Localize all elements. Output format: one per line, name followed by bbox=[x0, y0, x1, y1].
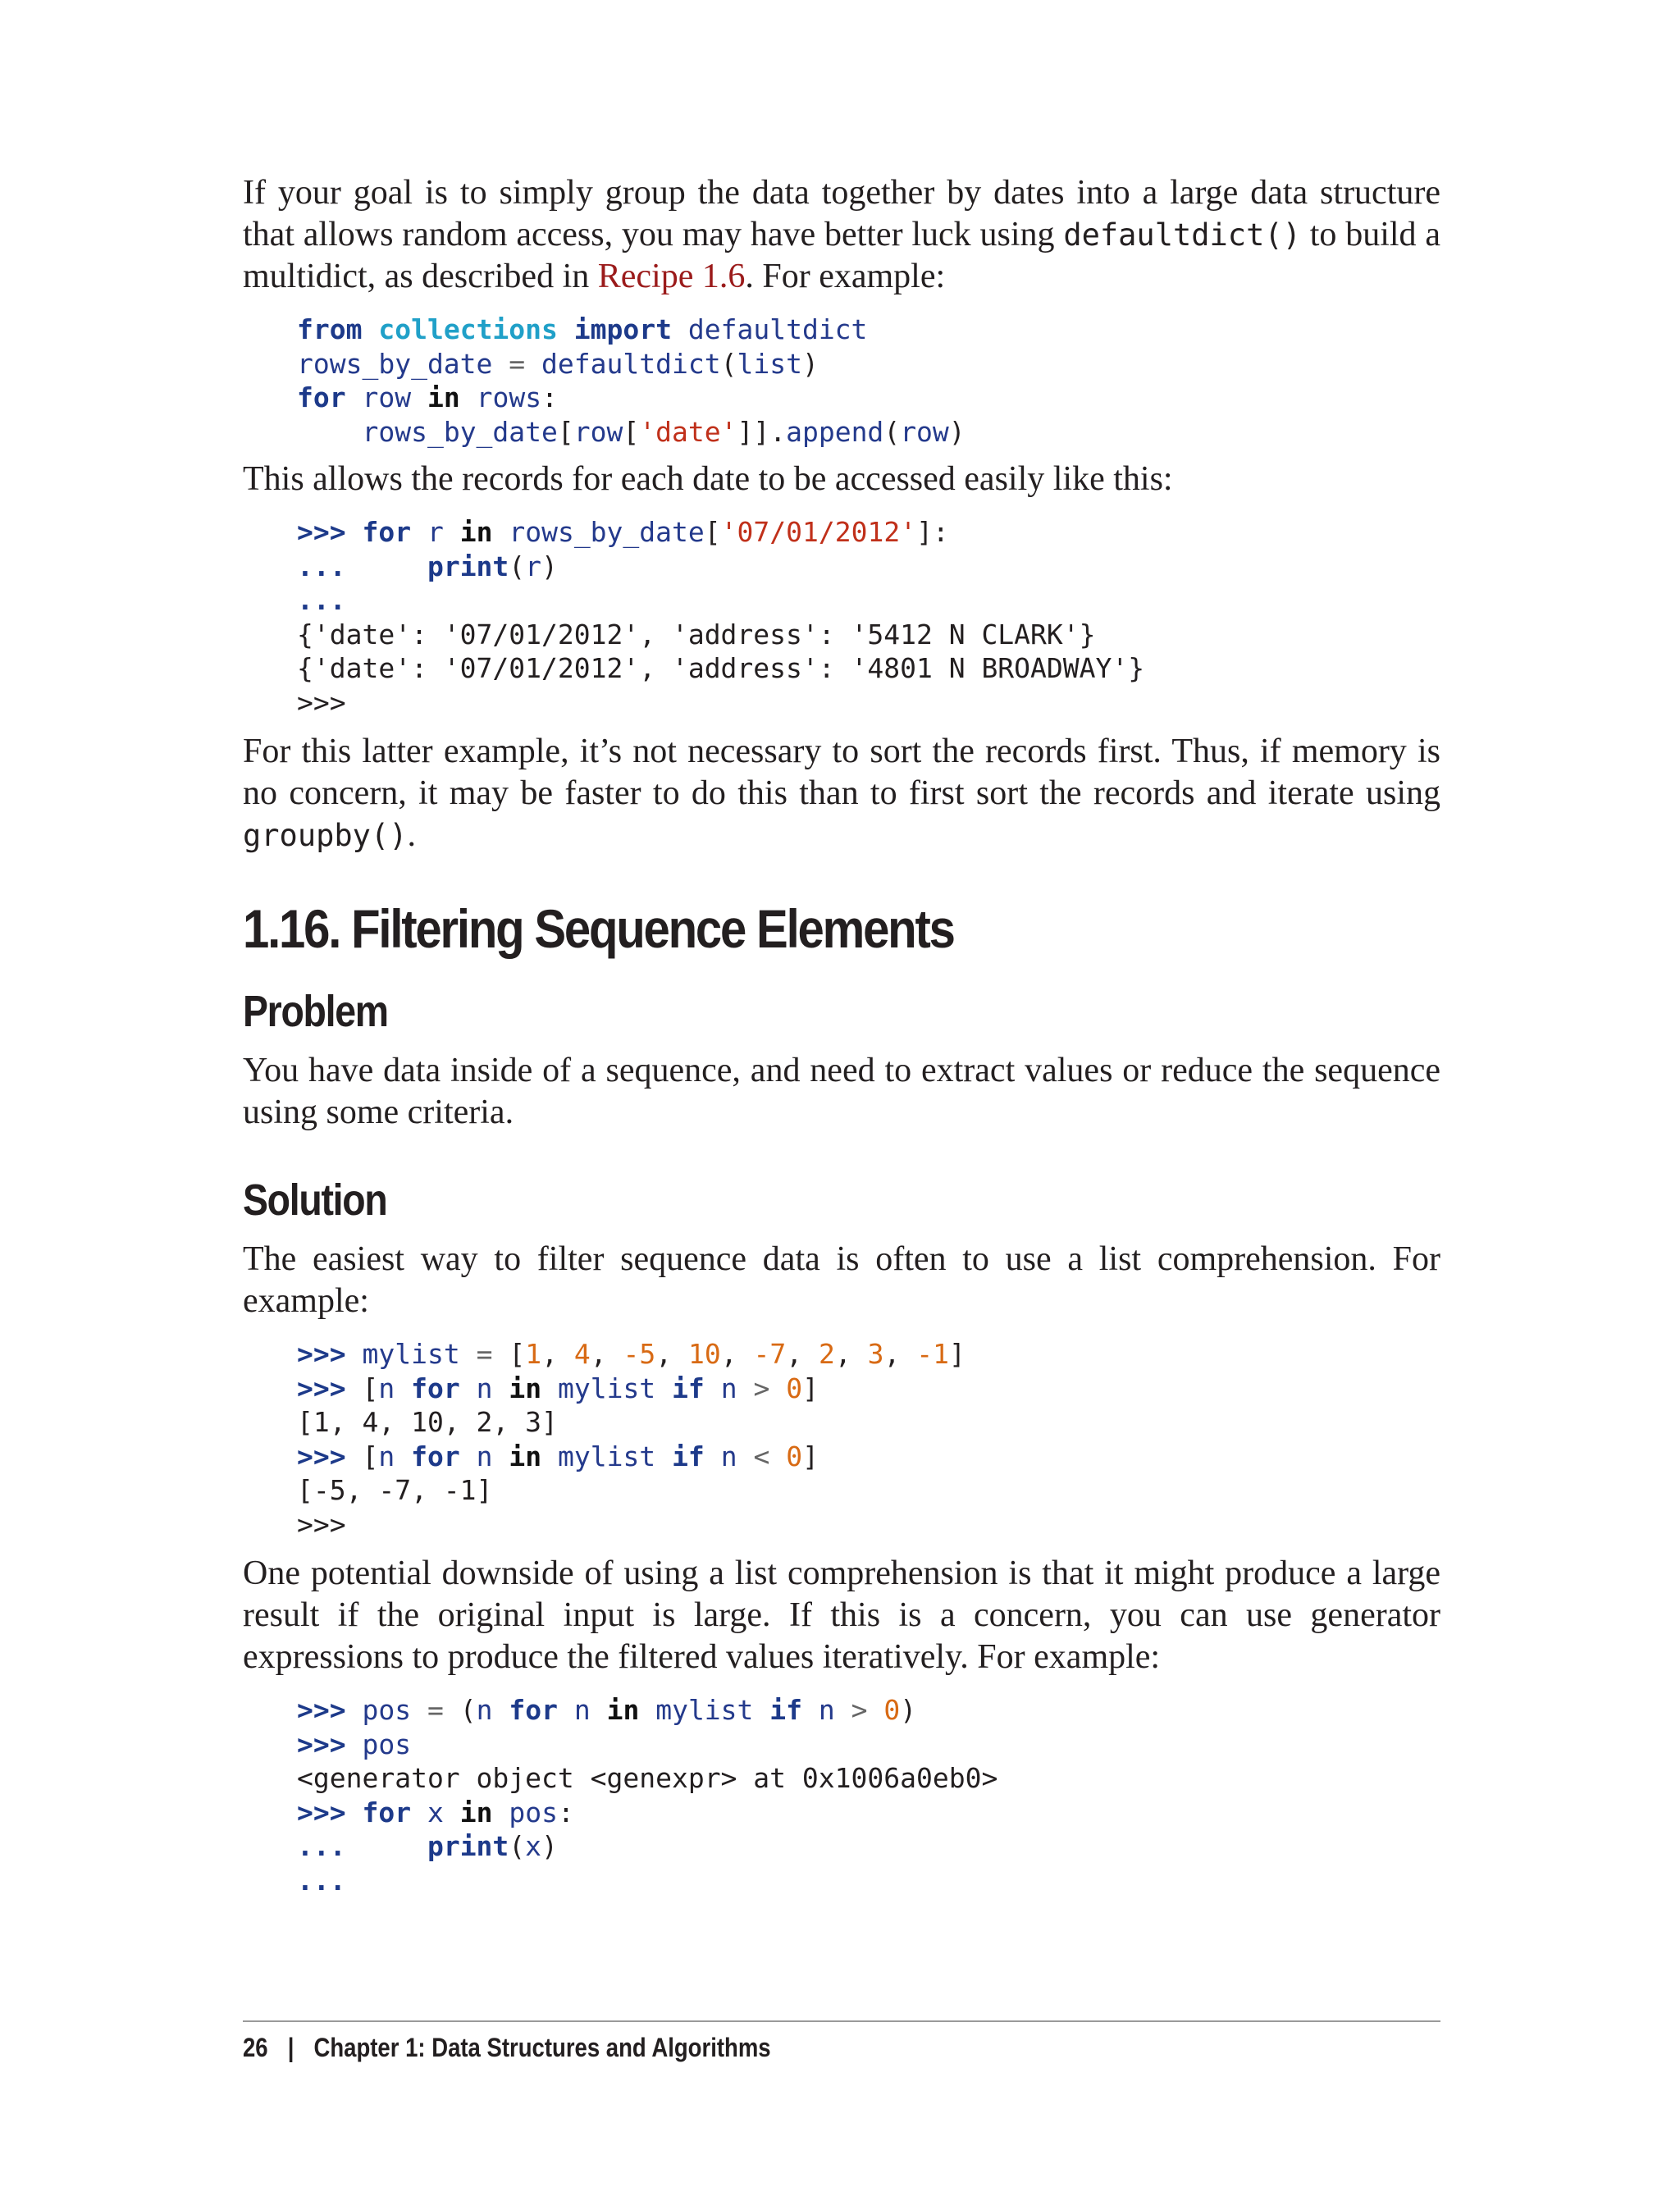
paragraph-defaultdict-intro: If your goal is to simply group the data together by dates into a large data structure that allows random access, you may have better luck using defaultdict() to build a multidict, as described in Recipe 1.6. For example: bbox=[243, 174, 1441, 295]
page-footer bbox=[243, 2033, 771, 2063]
chapter-title: Chapter 1: Data Structures and Algorithms bbox=[313, 2033, 771, 2062]
page-content bbox=[243, 172, 1440, 1897]
paragraph-latter-example: For this latter example, it’s not necessary to sort the records first. Thus, if memory is no concern, it may be faster to do this than to first sort the records and iterate using groupby(). bbox=[243, 733, 1440, 854]
output-positive: [1, 4, 10, 2, 3] bbox=[297, 1406, 558, 1438]
paragraph-solution: The easiest way to filter sequence data is often to use a list comprehension. For example: bbox=[243, 1240, 1440, 1320]
output-generator-object: <generator object <genexpr> at 0x1006a0eb0> bbox=[297, 1762, 998, 1794]
code-block-access: >>> for r in rows_by_date['07/01/2012']: ... print(r) ... {'date': '07/01/2012', 'address': '5412 N CLARK'} {'date': '07/01/2012', 'address': '4801 N BROADWAY'} >>> bbox=[297, 516, 1145, 719]
inline-code-groupby: groupby() bbox=[243, 818, 408, 853]
page-number: 26 bbox=[243, 2033, 268, 2062]
output-record-1: {'date': '07/01/2012', 'address': '5412 N CLARK'} bbox=[297, 618, 1096, 651]
code-block-generator: >>> pos = (n for n in mylist if n > 0) >>> pos <generator object <genexpr> at 0x1006a0eb0> >>> for x in pos: ... print(x) ... bbox=[297, 1694, 998, 1897]
paragraph-downside: One potential downside of using a list comprehension is that it might produce a large result if the original input is large. If this is a concern, you can use generator expressions to produce the filtered values iteratively. For example: bbox=[243, 1554, 1440, 1676]
section-title: 1.16. Filtering Sequence Elements bbox=[243, 898, 954, 959]
recipe-link[interactable]: Recipe 1.6 bbox=[597, 258, 746, 295]
heading-problem: Problem bbox=[243, 987, 388, 1036]
paragraph-problem: You have data inside of a sequence, and need to extract values or reduce the sequence using some criteria. bbox=[243, 1052, 1440, 1131]
code-block-list-comprehension: >>> mylist = [1, 4, -5, 10, -7, 2, 3, -1] >>> [n for n in mylist if n > 0] [1, 4, 10, 2, 3] >>> [n for n in mylist if n < 0] [-5, -7, -1] >>> bbox=[297, 1338, 966, 1541]
code-block-defaultdict: from collections import defaultdict rows_by_date = defaultdict(list) for row in rows: rows_by_date[row['date']].append(row) bbox=[297, 313, 966, 448]
output-record-2: {'date': '07/01/2012', 'address': '4801 N BROADWAY'} bbox=[297, 652, 1145, 684]
output-negative: [-5, -7, -1] bbox=[297, 1474, 493, 1506]
inline-code-defaultdict: defaultdict() bbox=[1063, 217, 1301, 253]
heading-solution: Solution bbox=[243, 1176, 387, 1225]
footer-separator: | bbox=[287, 2033, 294, 2062]
footer-divider bbox=[243, 2020, 1440, 2022]
paragraph-access-records: This allows the records for each date to be accessed easily like this: bbox=[243, 460, 1173, 498]
